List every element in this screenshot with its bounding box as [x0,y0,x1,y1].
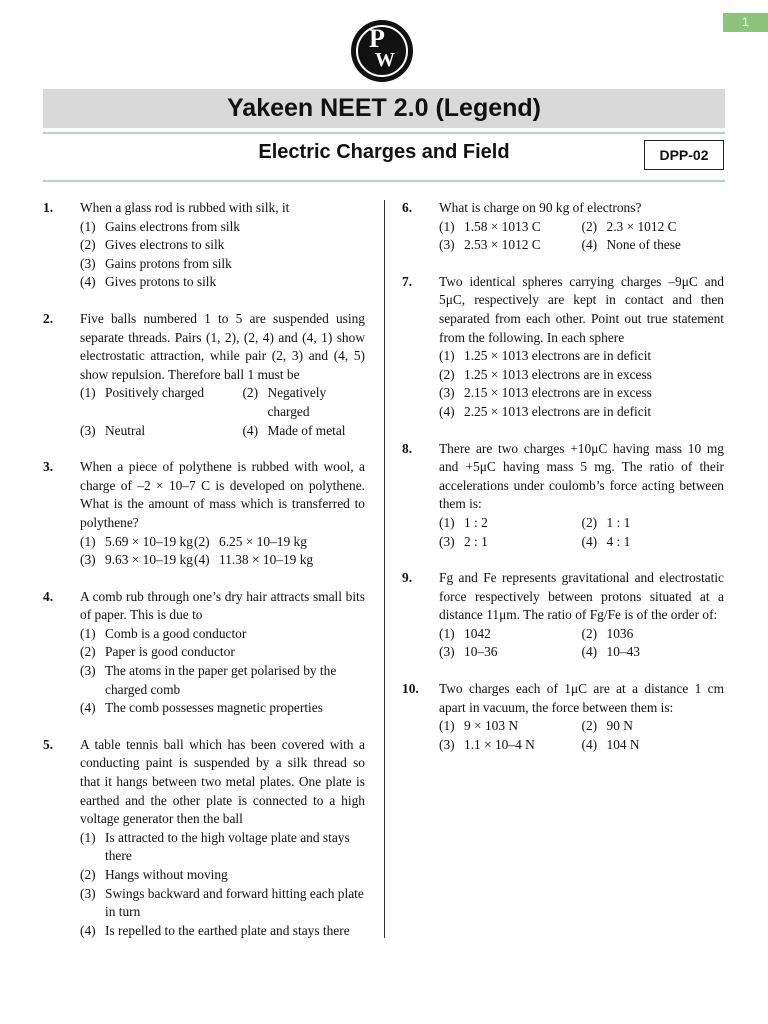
option-label: (4) [581,533,598,549]
option-label: (2) [581,514,598,530]
option-4 [80,922,365,941]
option-1 [80,625,365,644]
option-label: (1) [439,625,455,641]
option-label: (2) [581,218,598,234]
option-label: (1) [439,348,455,364]
option-2 [582,514,725,533]
option-text: Paper is good conductor [105,644,235,660]
question-4 [43,588,365,718]
option-1 [80,533,194,552]
option-label: (2) [242,385,259,401]
option-4 [80,699,365,718]
option-text: 11.38 × 10–19 kg [219,552,314,568]
option-label: (1) [80,385,96,401]
question-stem: A table tennis ball which has been covered with a conducting paint is suspended by a silk thread so that it hangs between two metal plates. One plate is earthed and the other plate is connected to a high voltage generator then the ball [80,736,365,827]
option-text: None of these [606,237,681,253]
option-text: Hangs without moving [105,867,228,882]
option-text: 1.58 × 1013 C [464,218,541,234]
question-number: 5. [43,736,54,752]
option-4 [194,551,365,570]
option-1 [80,218,365,237]
option-2 [80,236,365,255]
option-label: (3) [439,736,455,752]
option-4 [80,273,365,292]
option-text: Made of metal [267,422,346,438]
question-number: 9. [402,570,413,586]
left-column [43,199,365,940]
question-number: 8. [402,440,413,456]
pw-logo [351,20,413,82]
option-label: (3) [439,533,455,549]
option-label: (3) [439,385,455,401]
option-2 [582,218,725,237]
option-1 [439,218,582,237]
option-text: 1036 [606,625,634,641]
option-text: 90 N [606,718,633,734]
option-text: 1.1 × 10–4 N [464,736,535,752]
option-1 [439,717,582,736]
option-text: 1.25 × 1013 electrons are in deficit [464,348,652,364]
option-label: (3) [80,885,96,901]
page-title: Yakeen NEET 2.0 (Legend) [227,94,541,122]
option-label: (1) [439,718,455,734]
option-text: 4 : 1 [606,533,631,549]
option-text: 2.15 × 1013 electrons are in excess [464,385,652,401]
option-label: (4) [242,422,259,438]
column-divider [384,200,385,938]
question-number: 10. [402,681,419,697]
header-rule [43,180,725,182]
option-text: Gives protons to silk [105,274,217,290]
option-2 [582,717,725,736]
option-1 [439,347,724,366]
option-label: (3) [80,663,96,679]
option-text: 2.3 × 1012 C [606,218,677,234]
dpp-label: DPP-02 [644,140,724,170]
option-text: 1042 [464,625,491,641]
question-2 [43,310,365,440]
question-stem: There are two charges +10μC having mass 10 mg and +5μC having mass 5 mg. The ratio of their accelerations under coulomb’s force acting between them is: [439,440,724,512]
option-1 [80,384,242,421]
option-2 [80,866,365,885]
option-label: (4) [581,237,598,253]
option-3 [80,551,194,570]
question-7 [402,273,724,422]
logo-letter-p: P [369,24,385,53]
option-text: 1.25 × 1013 electrons are in excess [464,366,652,382]
option-label: (2) [581,625,598,641]
question-stem: When a glass rod is rubbed with silk, it [80,200,290,215]
question-number: 7. [402,273,413,289]
option-label: (2) [80,237,96,253]
option-text: Comb is a good conductor [105,625,247,641]
option-3 [439,736,582,755]
option-1 [439,625,582,644]
option-3 [439,384,724,403]
option-4 [582,533,725,552]
question-stem: Five balls numbered 1 to 5 are suspended using separate threads. Pairs (1, 2), (2, 4) and (4, 1) show electrostatic attraction, while pair (2, 3) and (4, 5) show repulsion. Therefore ball 1 must be [80,310,365,382]
option-3 [80,662,365,699]
option-label: (1) [439,514,455,530]
option-text: The comb possesses magnetic properties [105,700,323,716]
option-4 [439,403,724,422]
option-3 [80,885,365,922]
option-text: 5.69 × 10–19 kg [105,533,193,549]
option-label: (4) [194,552,210,568]
option-text: Swings backward and forward hitting each plate in turn [105,885,364,920]
option-label: (3) [439,644,455,660]
option-text: 10–36 [464,644,498,660]
question-stem: Two charges each of 1μC are at a distance 1 cm apart in vacuum, the force between them is: [439,681,724,715]
option-text: Is repelled to the earthed plate and stays there [105,922,350,938]
question-number: 4. [43,588,54,604]
option-4 [582,236,725,255]
option-label: (3) [80,422,96,438]
option-label: (4) [80,700,96,716]
option-label: (4) [581,644,598,660]
option-label: (1) [80,218,96,234]
option-label: (2) [80,644,96,660]
option-2 [194,533,365,552]
question-1 [43,199,365,292]
option-label: (3) [439,237,455,253]
question-stem: What is charge on 90 kg of electrons? [439,200,642,215]
option-label: (4) [439,403,455,419]
option-3 [439,236,582,255]
question-3 [43,458,365,570]
question-9 [402,569,724,662]
option-label: (1) [80,533,96,549]
option-text: 2 : 1 [464,533,488,549]
right-column [402,199,724,754]
question-stem: Two identical spheres carrying charges –9μC and 5μC, respectively are kept in contact and then separated from each other. Point out true statement from the following. In each sphere [439,273,724,345]
option-text: The atoms in the paper get polarised by the charged comb [105,663,337,697]
option-text: 2.25 × 1013 electrons are in deficit [464,403,652,419]
option-text: 2.53 × 1012 C [464,237,541,253]
option-2 [582,625,725,644]
option-label: (2) [194,533,210,549]
option-4 [242,422,365,441]
option-2 [439,366,724,385]
option-text: 9 × 103 N [464,718,519,734]
option-label: (2) [581,718,598,734]
option-4 [582,643,725,662]
option-label: (3) [80,552,96,568]
option-label: (4) [80,922,96,938]
option-3 [439,643,582,662]
question-10 [402,680,724,754]
question-5 [43,736,365,941]
question-number: 3. [43,459,54,475]
question-number: 6. [402,200,413,215]
option-label: (1) [80,829,96,845]
logo-letter-w: W [375,49,395,71]
option-text: Negatively charged [267,385,327,419]
question-stem: When a piece of polythene is rubbed with wool, a charge of –2 × 10–7 C is developed on polythene. What is the amount of mass which is transferred to polythene? [80,459,365,530]
option-label: (4) [581,736,598,752]
option-text: Gains protons from silk [105,255,232,271]
option-1 [80,829,365,866]
option-label: (2) [439,366,455,382]
option-text: Neutral [105,422,146,438]
page-number-badge: 1 [723,13,768,32]
option-label: (4) [80,274,96,290]
option-text: 6.25 × 10–19 kg [219,533,307,549]
option-2 [80,643,365,662]
option-label: (2) [80,867,96,882]
option-text: 104 N [606,736,640,752]
option-text: Gives electrons to silk [105,237,225,253]
chapter-title: Electric Charges and Field [258,141,510,163]
question-6 [402,199,724,255]
title-rule [43,132,725,134]
question-stem: Fg and Fe represents gravitational and electrostatic force respectively between protons situated at a distance 11μm. The ratio of Fg/Fe is of the order of: [439,570,724,623]
option-text: 1 : 1 [606,514,631,530]
question-number: 2. [43,310,54,326]
option-text: Is attracted to the high voltage plate and stays there [105,829,350,864]
option-3 [80,255,365,274]
question-stem: A comb rub through one’s dry hair attracts small bits of paper. This is due to [80,588,365,623]
option-text: Gains electrons from silk [105,218,240,234]
option-1 [439,514,582,533]
option-label: (3) [80,255,96,271]
option-4 [582,736,725,755]
option-2 [242,384,365,421]
option-text: 1 : 2 [464,514,488,530]
option-text: 10–43 [606,644,640,660]
question-number: 1. [43,200,54,215]
title-band [43,89,725,128]
option-label: (1) [80,625,96,641]
option-label: (1) [439,218,455,234]
option-text: 9.63 × 10–19 kg [105,552,193,568]
question-8 [402,440,724,552]
option-text: Positively charged [105,385,205,401]
option-3 [439,533,582,552]
option-3 [80,422,242,441]
